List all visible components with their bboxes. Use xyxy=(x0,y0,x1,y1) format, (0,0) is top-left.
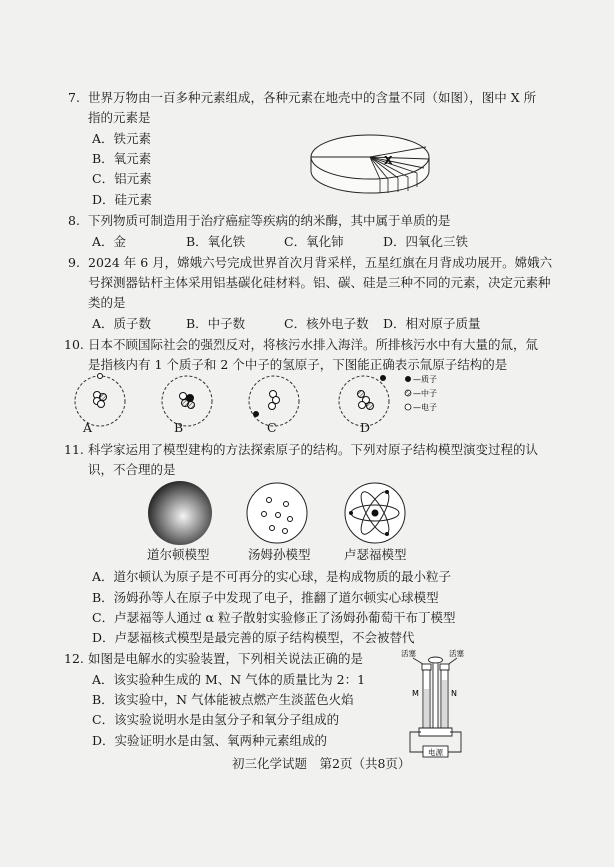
q12-number: 12. xyxy=(64,651,84,666)
left-valve-label: 活塞 xyxy=(401,649,416,658)
q8-stem: 下列物质可制造用于治疗癌症等疾病的纳米酶，其中属于单质的是 xyxy=(88,213,451,228)
electrolysis-apparatus xyxy=(395,644,485,759)
q11-option-b: B．汤姆孙等人在原子中发现了电子，推翻了道尔顿实心球模型 xyxy=(92,590,439,605)
q12-option-b: B．该实验中，N 气体能被点燃产生淡蓝色火焰 xyxy=(92,692,354,707)
q8-option-d: D．四氧化三铁 xyxy=(383,234,469,249)
q11-stem-line1: 科学家运用了模型建构的方法探索原子的结构。下列对原子结构模型演变过程的认 xyxy=(88,442,539,457)
gas-m-label: M xyxy=(412,689,419,698)
q11-stem-line2: 识，不合理的是 xyxy=(88,462,176,477)
tritium-atom-diagrams xyxy=(70,372,460,434)
atom-diagram-a xyxy=(75,374,125,427)
q12-option-c: C．该实验说明水是由氢分子和氧分子组成的 xyxy=(92,712,340,727)
dalton-model-label: 道尔顿模型 xyxy=(147,547,210,562)
rutherford-model-label: 卢瑟福模型 xyxy=(344,547,407,562)
legend-neutron: —中子 xyxy=(413,389,437,398)
q9-number: 9. xyxy=(68,255,80,270)
atom-diagram-d xyxy=(339,376,389,427)
q8-option-c: C．氧化铈 xyxy=(284,234,344,249)
atom-diagram-c xyxy=(249,376,299,426)
q11-option-c: C．卢瑟福等人通过 α 粒子散射实验修正了汤姆孙葡萄干布丁模型 xyxy=(92,610,456,625)
atomic-model-diagrams xyxy=(135,478,425,548)
rutherford-model xyxy=(345,483,405,543)
q7-option-c: C．铝元素 xyxy=(92,171,152,186)
crust-element-pie-chart xyxy=(308,124,433,199)
atom-label-c: C xyxy=(267,420,277,435)
power-supply-label: 电源 xyxy=(428,748,443,757)
q11-option-d: D．卢瑟福核式模型是最完善的原子结构模型，不会被替代 xyxy=(92,630,415,645)
q10-stem-line1: 日本不顾国际社会的强烈反对，将核污水排入海洋。所排核污水中有大量的氚，氚 xyxy=(88,337,539,352)
legend-proton: —质子 xyxy=(413,375,437,384)
q9-option-d: D．相对原子质量 xyxy=(383,316,481,331)
q9-stem-line2: 号探测器钻杆主体采用铝基碳化硅材料。铝、碳、硅是三种不同的元素，决定元素种 xyxy=(88,275,551,290)
q9-stem-line3: 类的是 xyxy=(88,295,126,310)
right-valve-label: 活塞 xyxy=(449,649,464,658)
q11-option-a: A．道尔顿认为原子是不可再分的实心球，是构成物质的最小粒子 xyxy=(92,569,452,584)
q7-number: 7. xyxy=(68,90,80,105)
q8-option-b: B．氧化铁 xyxy=(186,234,246,249)
q9-option-c: C．核外电子数 xyxy=(284,316,369,331)
q7-option-b: B．氧元素 xyxy=(92,151,152,166)
atom-label-d: D xyxy=(360,420,371,435)
q12-option-d: D．实验证明水是由氢、氧两种元素组成的 xyxy=(92,733,328,748)
atom-label-a: A xyxy=(83,420,93,435)
q10-stem-line2: 是指核内有 1 个质子和 2 个中子的氢原子，下图能正确表示氚原子结构的是 xyxy=(88,357,508,372)
page-footer: 初三化学试题 第2页（共8页） xyxy=(232,756,411,771)
q7-option-a: A．铁元素 xyxy=(92,131,152,146)
q11-number: 11. xyxy=(64,442,84,457)
q8-option-a: A．金 xyxy=(92,234,127,249)
q7-stem-line2: 指的元素是 xyxy=(88,110,151,125)
thomson-model xyxy=(247,483,307,543)
thomson-model-label: 汤姆孙模型 xyxy=(248,547,311,562)
q12-option-a: A．该实验种生成的 M、N 气体的质量比为 2：1 xyxy=(92,672,366,687)
q10-number: 10. xyxy=(64,337,84,352)
particle-legend xyxy=(405,374,437,412)
q12-stem: 如图是电解水的实验装置，下列相关说法正确的是 xyxy=(88,651,364,666)
dalton-model-sphere xyxy=(148,481,212,545)
q8-number: 8. xyxy=(68,213,80,228)
q7-stem-line1: 世界万物由一百多种元素组成，各种元素在地壳中的含量不同（如图），图中 X 所 xyxy=(88,90,537,105)
legend-electron: —电子 xyxy=(413,403,437,412)
q7-option-d: D．硅元素 xyxy=(92,192,153,207)
pie-x-label: X xyxy=(384,154,393,167)
atom-diagram-b xyxy=(162,376,212,426)
atom-label-b: B xyxy=(174,420,184,435)
q9-stem-line1: 2024 年 6 月，嫦娥六号完成世界首次月背采样，五星红旗在月背成功展开。嫦娥六 xyxy=(88,255,553,270)
q9-option-b: B．中子数 xyxy=(186,316,246,331)
q9-option-a: A．质子数 xyxy=(92,316,152,331)
gas-n-label: N xyxy=(451,689,457,698)
